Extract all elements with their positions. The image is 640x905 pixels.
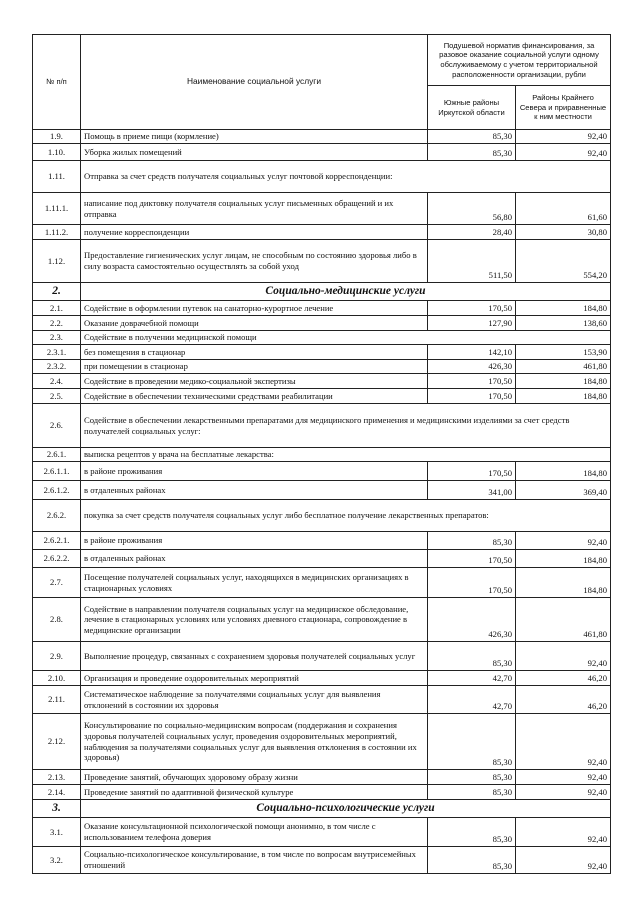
service-name: в районе проживания: [81, 532, 428, 550]
south-value: 56,80: [428, 193, 516, 225]
section-title: Социально-медицинские услуги: [81, 283, 611, 301]
north-value: 92,40: [516, 847, 611, 874]
row-number: 3.1.: [33, 818, 81, 847]
table-row: [33, 225, 611, 240]
service-name: при помещении в стационар: [81, 360, 428, 374]
table-row: [33, 130, 611, 144]
table-row: [33, 161, 611, 193]
row-number: 2.6.2.1.: [33, 532, 81, 550]
table-row: [33, 532, 611, 550]
north-value: 184,80: [516, 374, 611, 389]
table-row: [33, 847, 611, 874]
service-name: выписка рецептов у врача на бесплатные лекарства:: [81, 448, 611, 462]
row-number: 2.4.: [33, 374, 81, 389]
south-value: 42,70: [428, 686, 516, 714]
north-value: 184,80: [516, 568, 611, 598]
south-value: 85,30: [428, 714, 516, 770]
north-value: 61,60: [516, 193, 611, 225]
service-name: Выполнение процедур, связанных с сохранением здоровья получателей социальных услуг: [81, 642, 428, 671]
row-number: 1.11.2.: [33, 225, 81, 240]
header-north: Районы Крайнего Севера и приравненные к ним местности: [516, 86, 611, 130]
north-value: 46,20: [516, 686, 611, 714]
north-value: 92,40: [516, 770, 611, 785]
tariff-table: [32, 34, 611, 874]
service-name: написание под диктовку получателя социальных услуг письменных обращений и их отправка: [81, 193, 428, 225]
table-row: [33, 331, 611, 345]
section-row: [33, 283, 611, 301]
north-value: 554,20: [516, 240, 611, 283]
north-value: 138,60: [516, 316, 611, 331]
service-name: Оказание доврачебной помощи: [81, 316, 428, 331]
table-row: [33, 770, 611, 785]
table-row: [33, 389, 611, 404]
row-number: 2.3.: [33, 331, 81, 345]
row-number: 2.14.: [33, 785, 81, 800]
row-number: 1.12.: [33, 240, 81, 283]
row-number: 2.6.: [33, 404, 81, 448]
south-value: 85,30: [428, 642, 516, 671]
row-number: 2.1.: [33, 301, 81, 316]
south-value: 28,40: [428, 225, 516, 240]
row-number: 2.3.2.: [33, 360, 81, 374]
south-value: 85,30: [428, 770, 516, 785]
row-number: 2.3.1.: [33, 345, 81, 360]
section-title: Социально-психологические услуги: [81, 800, 611, 818]
row-number: 2.5.: [33, 389, 81, 404]
north-value: 92,40: [516, 714, 611, 770]
service-name: Предоставление гигиенических услуг лицам, не способным по состоянию здоровья либо в силу возраста самостоятельно осуществлять за собой уход: [81, 240, 428, 283]
section-row: [33, 800, 611, 818]
south-value: 170,50: [428, 389, 516, 404]
service-name: в отдаленных районах: [81, 550, 428, 568]
service-name: Организация и проведение оздоровительных мероприятий: [81, 671, 428, 686]
table-row: [33, 316, 611, 331]
service-name: Систематическое наблюдение за получателями социальных услуг для выявления отклонений в состоянии их здоровья: [81, 686, 428, 714]
service-name: без помещения в стационар: [81, 345, 428, 360]
north-value: 184,80: [516, 462, 611, 481]
row-number: 2.6.1.2.: [33, 481, 81, 500]
table-body: [33, 35, 611, 874]
service-name: Проведение занятий по адаптивной физической культуре: [81, 785, 428, 800]
south-value: 142,10: [428, 345, 516, 360]
south-value: 170,50: [428, 301, 516, 316]
table-row: [33, 785, 611, 800]
row-number: 1.10.: [33, 144, 81, 161]
service-name: получение корреспонденции: [81, 225, 428, 240]
row-number: 2.7.: [33, 568, 81, 598]
north-value: 461,80: [516, 598, 611, 642]
row-number: 2.11.: [33, 686, 81, 714]
table-row: [33, 193, 611, 225]
table-row: [33, 671, 611, 686]
table-row: [33, 550, 611, 568]
row-number: 1.11.: [33, 161, 81, 193]
row-number: 2.2.: [33, 316, 81, 331]
north-value: 92,40: [516, 130, 611, 144]
south-value: 170,50: [428, 568, 516, 598]
row-number: 2.9.: [33, 642, 81, 671]
north-value: 92,40: [516, 532, 611, 550]
south-value: 170,50: [428, 550, 516, 568]
row-number: 1.9.: [33, 130, 81, 144]
header-name: Наименование социальной услуги: [81, 35, 428, 130]
row-number: 2.6.1.: [33, 448, 81, 462]
south-value: 511,50: [428, 240, 516, 283]
service-name: Отправка за счет средств получателя социальных услуг почтовой корреспонденции:: [81, 161, 611, 193]
service-name: Уборка жилых помещений: [81, 144, 428, 161]
document-page: [32, 34, 610, 874]
table-row: [33, 714, 611, 770]
south-value: 170,50: [428, 374, 516, 389]
table-row: [33, 481, 611, 500]
south-value: 42,70: [428, 671, 516, 686]
table-row: [33, 568, 611, 598]
table-row: [33, 598, 611, 642]
row-number: 2.13.: [33, 770, 81, 785]
north-value: 184,80: [516, 301, 611, 316]
north-value: 184,80: [516, 550, 611, 568]
table-row: [33, 448, 611, 462]
service-name: в районе проживания: [81, 462, 428, 481]
north-value: 92,40: [516, 144, 611, 161]
row-number: 2.: [33, 283, 81, 301]
row-number: 2.10.: [33, 671, 81, 686]
row-number: 1.11.1.: [33, 193, 81, 225]
north-value: 153,90: [516, 345, 611, 360]
table-row: [33, 686, 611, 714]
south-value: 341,00: [428, 481, 516, 500]
service-name: Посещение получателей социальных услуг, находящихся в медицинских организациях в стационарных условиях: [81, 568, 428, 598]
service-name: Содействие в обеспечении техническими средствами реабилитации: [81, 389, 428, 404]
header-south: Южные районы Иркутской области: [428, 86, 516, 130]
row-number: 2.6.2.2.: [33, 550, 81, 568]
service-name: Оказание консультационной психологической помощи анонимно, в том числе с использованием телефона доверия: [81, 818, 428, 847]
table-row: [33, 345, 611, 360]
table-row: [33, 642, 611, 671]
south-value: 85,30: [428, 144, 516, 161]
north-value: 46,20: [516, 671, 611, 686]
service-name: Содействие в оформлении путевок на санаторно-курортное лечение: [81, 301, 428, 316]
south-value: 85,30: [428, 130, 516, 144]
south-value: 170,50: [428, 462, 516, 481]
row-number: 2.12.: [33, 714, 81, 770]
service-name: Консультирование по социально-медицинским вопросам (поддержания и сохранения здоровья получателей социальных услуг, проведения оздоровительных мероприятий, наблюдения за получателями социальных услуг для выявления отклонения в состоянии их здоровья): [81, 714, 428, 770]
north-value: 184,80: [516, 389, 611, 404]
north-value: 30,80: [516, 225, 611, 240]
service-name: Проведение занятий, обучающих здоровому образу жизни: [81, 770, 428, 785]
table-row: [33, 404, 611, 448]
north-value: 369,40: [516, 481, 611, 500]
north-value: 461,80: [516, 360, 611, 374]
south-value: 426,30: [428, 598, 516, 642]
row-number: 3.: [33, 800, 81, 818]
service-name: Содействие в обеспечении лекарственными препаратами для медицинского применения и медицинскими изделиями за счет средств получателей социальных услуг:: [81, 404, 611, 448]
table-row: [33, 301, 611, 316]
south-value: 85,30: [428, 532, 516, 550]
service-name: в отдаленных районах: [81, 481, 428, 500]
south-value: 127,90: [428, 316, 516, 331]
north-value: 92,40: [516, 642, 611, 671]
header-num: № п/п: [33, 35, 81, 130]
table-row: [33, 360, 611, 374]
service-name: Помощь в приеме пищи (кормление): [81, 130, 428, 144]
north-value: 92,40: [516, 818, 611, 847]
table-row: [33, 818, 611, 847]
north-value: 92,40: [516, 785, 611, 800]
service-name: Содействие в получении медицинской помощи: [81, 331, 611, 345]
south-value: 85,30: [428, 847, 516, 874]
table-row: [33, 462, 611, 481]
table-row: [33, 500, 611, 532]
header-norm: Подушевой норматив финансирования, за разовое оказание социальной услуги одному обслуживаемому с учетом территориальной расположенности организации, рубли: [428, 35, 611, 86]
row-number: 2.8.: [33, 598, 81, 642]
row-number: 3.2.: [33, 847, 81, 874]
service-name: покупка за счет средств получателя социальных услуг либо бесплатное получение лекарственных препаратов:: [81, 500, 611, 532]
table-row: [33, 144, 611, 161]
south-value: 426,30: [428, 360, 516, 374]
service-name: Социально-психологическое консультирование, в том числе по вопросам внутрисемейных отношений: [81, 847, 428, 874]
service-name: Содействие в проведении медико-социальной экспертизы: [81, 374, 428, 389]
row-number: 2.6.1.1.: [33, 462, 81, 481]
table-row: [33, 374, 611, 389]
south-value: 85,30: [428, 785, 516, 800]
service-name: Содействие в направлении получателя социальных услуг на медицинское обследование, лечение в стационарных условиях или условиях дневного стационара, сопровождение в медицинские организации: [81, 598, 428, 642]
table-row: [33, 240, 611, 283]
header-row-1: [33, 35, 611, 86]
row-number: 2.6.2.: [33, 500, 81, 532]
south-value: 85,30: [428, 818, 516, 847]
